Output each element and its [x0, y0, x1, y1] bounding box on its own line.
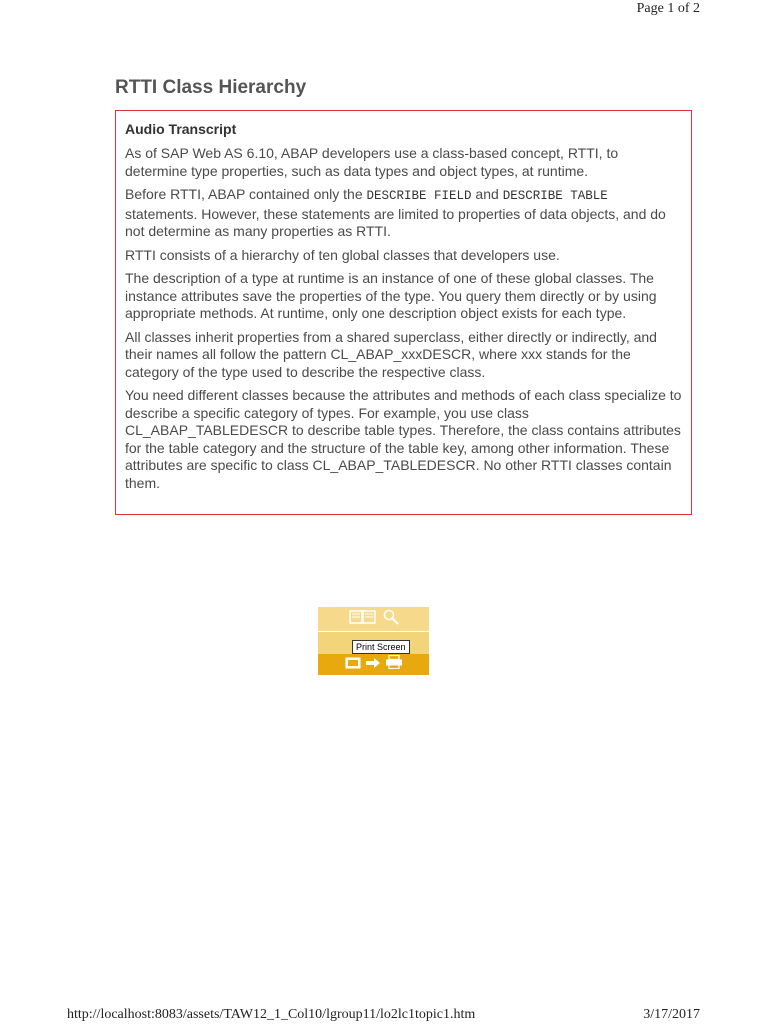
transcript-heading: Audio Transcript — [125, 121, 237, 137]
page-title: RTTI Class Hierarchy — [115, 77, 307, 98]
transcript-paragraph: Before RTTI, ABAP contained only the DESCRIBE FIELD and DESCRIBE TABLE statements. However, these statements are limited to properties of data objects, and do not determine as many properties as RTTI. — [125, 186, 666, 239]
magnifier-icon[interactable] — [383, 609, 399, 630]
transcript-paragraph: The description of a type at runtime is an instance of one of these global classes. The instance attributes save the properties of the type. You query them directly or by using appropriate methods. At runtime, only one description object exists for each type. — [125, 270, 657, 321]
print-screen-button[interactable] — [318, 654, 429, 675]
transcript-paragraph: RTTI consists of a hierarchy of ten global classes that developers use. — [125, 246, 560, 263]
print-widget — [318, 607, 429, 675]
audio-transcript-box — [115, 110, 692, 515]
footer-url: http://localhost:8083/assets/TAW12_1_Col10/lgroup11/lo2lc1topic1.htm — [67, 1007, 476, 1022]
footer-date: 3/17/2017 — [643, 1007, 700, 1022]
transcript-paragraph: As of SAP Web AS 6.10, ABAP developers use a class-based concept, RTTI, to determine type properties, such as data types and object types, at runtime. — [125, 145, 619, 179]
book-icon[interactable] — [349, 609, 377, 630]
code-describe-field: DESCRIBE FIELD — [366, 189, 472, 203]
screen-icon — [345, 656, 361, 674]
transcript-paragraph: You need different classes because the attributes and methods of each class specialize to describe a specific category of types. For example, you use class CL_ABAP_TABLEDESCR to describe table types. Therefore, the class contains attributes for the table category and the structure of the table key, among other information. These attributes are specific to class CL_ABAP_TABLEDESCR. No other RTTI classes contain them. — [125, 387, 682, 491]
page-indicator: Page 1 of 2 — [636, 1, 700, 16]
transcript-paragraph: All classes inherit properties from a shared superclass, either directly or indirectly, and their names all follow the pattern CL_ABAP_xxxDESCR, where xxx stands for the category of the type used to describe the respective class. — [125, 328, 657, 380]
arrow-right-icon — [365, 656, 381, 674]
print-screen-tooltip: Print Screen — [352, 640, 410, 654]
view-controls-row[interactable] — [318, 607, 429, 631]
printer-icon — [385, 655, 403, 674]
code-describe-table: DESCRIBE TABLE — [502, 189, 608, 203]
